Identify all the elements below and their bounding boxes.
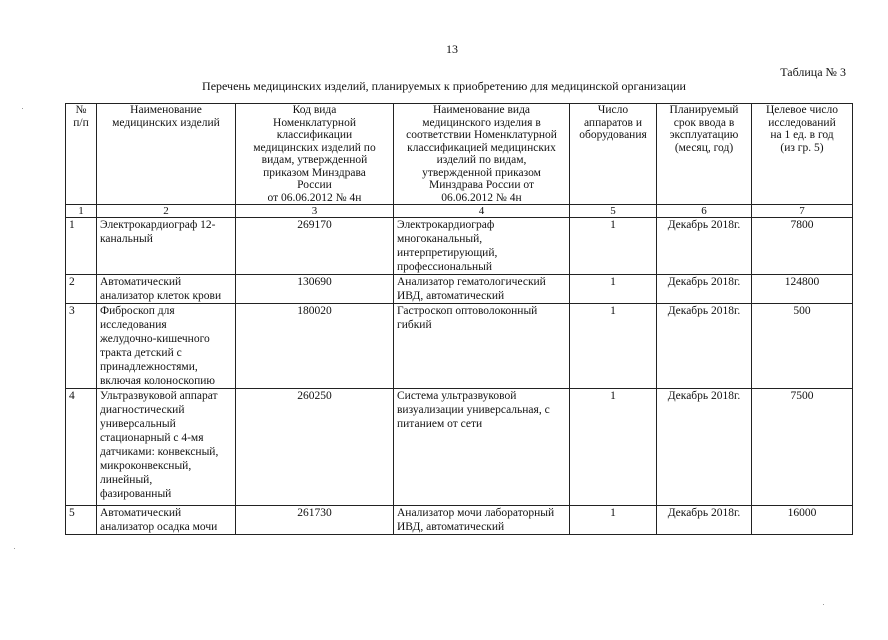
column-number: 2	[97, 205, 236, 218]
commissioning-date: Декабрь 2018г.	[657, 304, 752, 389]
document-title: Перечень медицинских изделий, планируемых к приобретению для медицинской организации	[202, 79, 686, 93]
classification-name: Гастроскоп оптоволоконный гибкий	[394, 304, 570, 389]
table-row	[66, 304, 853, 389]
column-number: 7	[752, 205, 853, 218]
device-name: Автоматический анализатор осадка мочи	[97, 506, 236, 535]
classification-name: Электрокардиограф многоканальный, интерпретирующий, профессиональный	[394, 218, 570, 275]
header-quantity: Число аппаратов и оборудования	[570, 104, 657, 205]
header-device-name: Наименование медицинских изделий	[97, 104, 236, 205]
target-studies: 16000	[752, 506, 853, 535]
device-name: Автоматический анализатор клеток крови	[97, 275, 236, 304]
row-number: 4	[66, 389, 97, 506]
column-number: 4	[394, 205, 570, 218]
row-number: 2	[66, 275, 97, 304]
commissioning-date: Декабрь 2018г.	[657, 218, 752, 275]
classification-name: Система ультразвуковой визуализации универсальная, с питанием от сети	[394, 389, 570, 506]
column-number: 1	[66, 205, 97, 218]
target-studies: 7800	[752, 218, 853, 275]
device-name: Фиброскоп для исследования желудочно-кишечного тракта детский с принадлежностями, включая колоноскопию	[97, 304, 236, 389]
header-commissioning-date: Планируемый срок ввода в эксплуатацию (месяц, год)	[657, 104, 752, 205]
classification-code: 269170	[236, 218, 394, 275]
commissioning-date: Декабрь 2018г.	[657, 275, 752, 304]
quantity: 1	[570, 506, 657, 535]
scan-speck	[14, 548, 15, 549]
table-row	[66, 389, 853, 506]
row-number: 3	[66, 304, 97, 389]
table-row	[66, 506, 853, 535]
classification-name: Анализатор мочи лабораторный ИВД, автоматический	[394, 506, 570, 535]
equipment-table	[65, 103, 853, 535]
column-number: 5	[570, 205, 657, 218]
column-number: 6	[657, 205, 752, 218]
commissioning-date: Декабрь 2018г.	[657, 506, 752, 535]
table-label: Таблица № 3	[780, 65, 846, 79]
quantity: 1	[570, 304, 657, 389]
target-studies: 124800	[752, 275, 853, 304]
row-number: 1	[66, 218, 97, 275]
classification-name: Анализатор гематологический ИВД, автоматический	[394, 275, 570, 304]
quantity: 1	[570, 275, 657, 304]
target-studies: 500	[752, 304, 853, 389]
table-header-row	[66, 104, 853, 205]
quantity: 1	[570, 389, 657, 506]
target-studies: 7500	[752, 389, 853, 506]
header-classification-name: Наименование вида медицинского изделия в соответствии Номенклатурной классификацией медицинских изделий по видам, утвержденной приказом Минздрава России от 06.06.2012 № 4н	[394, 104, 570, 205]
device-name: Электрокардиограф 12- канальный	[97, 218, 236, 275]
table-row	[66, 275, 853, 304]
device-name: Ультразвуковой аппарат диагностический универсальный стационарный с 4-мя датчиками: конвексный, микроконвексный, линейный, фазированный	[97, 389, 236, 506]
column-numbers-row	[66, 205, 853, 218]
scan-speck	[823, 604, 824, 605]
row-number: 5	[66, 506, 97, 535]
classification-code: 130690	[236, 275, 394, 304]
classification-code: 260250	[236, 389, 394, 506]
header-target-studies: Целевое число исследований на 1 ед. в год (из гр. 5)	[752, 104, 853, 205]
quantity: 1	[570, 218, 657, 275]
header-classification-code: Код вида Номенклатурной классификации медицинских изделий по видам, утвержденной приказом Минздрава России от 06.06.2012 № 4н	[236, 104, 394, 205]
page-number: 13	[446, 42, 458, 56]
table-row	[66, 218, 853, 275]
classification-code: 261730	[236, 506, 394, 535]
commissioning-date: Декабрь 2018г.	[657, 389, 752, 506]
column-number: 3	[236, 205, 394, 218]
classification-code: 180020	[236, 304, 394, 389]
header-number: № п/п	[66, 104, 97, 205]
scan-speck	[22, 108, 23, 109]
